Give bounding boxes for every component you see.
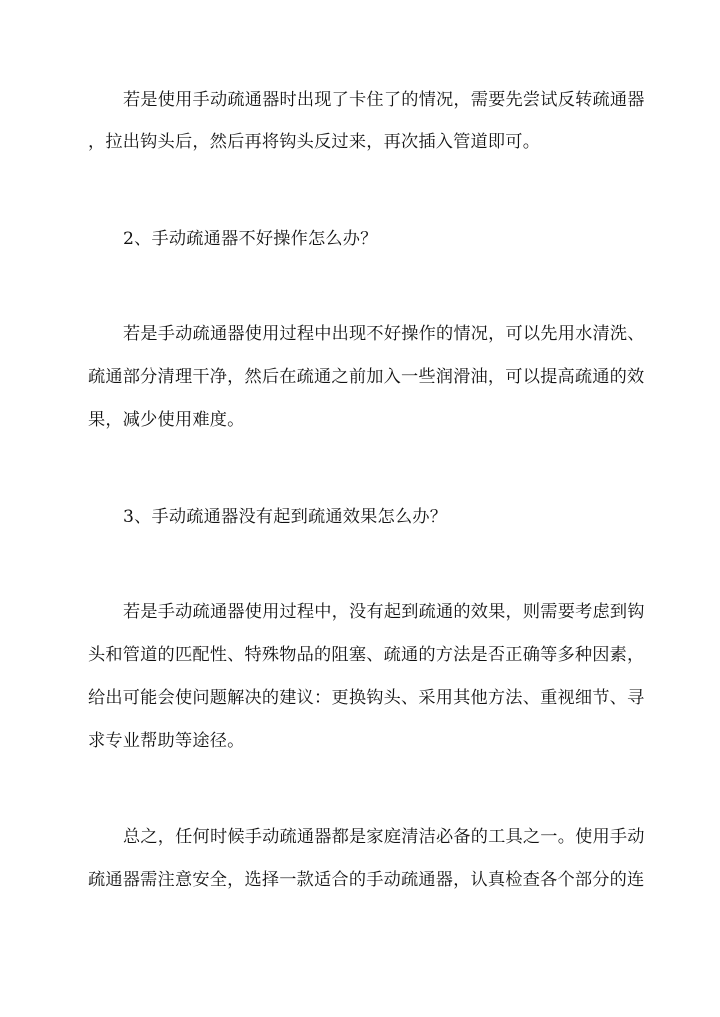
paragraph-1-line-2: ，拉出钩头后，然后再将钩头反过来，再次插入管道即可。	[88, 132, 541, 152]
paragraph-1-line-1: 若是使用手动疏通器时出现了卡住了的情况，需要先尝试反转疏通器	[123, 90, 645, 110]
heading-question-3: 3、手动疏通器没有起到疏通效果怎么办？	[123, 507, 448, 527]
paragraph-5-line-3: 给出可能会使问题解决的建议：更换钩头、采用其他方法、重视细节、寻	[88, 688, 645, 708]
paragraph-3-line-3: 果，减少使用难度。	[88, 410, 245, 430]
paragraph-6-line-2: 疏通器需注意安全，选择一款适合的手动疏通器，认真检查各个部分的连	[88, 870, 645, 890]
paragraph-5-line-1: 若是手动疏通器使用过程中，没有起到疏通的效果，则需要考虑到钩	[123, 602, 645, 622]
paragraph-3-line-1: 若是手动疏通器使用过程中出现不好操作的情况，可以先用水清洗、	[123, 324, 645, 344]
paragraph-5-line-4: 求专业帮助等途径。	[88, 731, 245, 751]
heading-question-2: 2、手动疏通器不好操作怎么办？	[123, 229, 378, 249]
paragraph-3-line-2: 疏通部分清理干净，然后在疏通之前加入一些润滑油，可以提高疏通的效	[88, 367, 645, 387]
paragraph-6-line-1: 总之，任何时候手动疏通器都是家庭清洁必备的工具之一。使用手动	[123, 827, 645, 847]
paragraph-5-line-2: 头和管道的匹配性、特殊物品的阻塞、疏通的方法是否正确等多种因素，	[88, 645, 645, 665]
